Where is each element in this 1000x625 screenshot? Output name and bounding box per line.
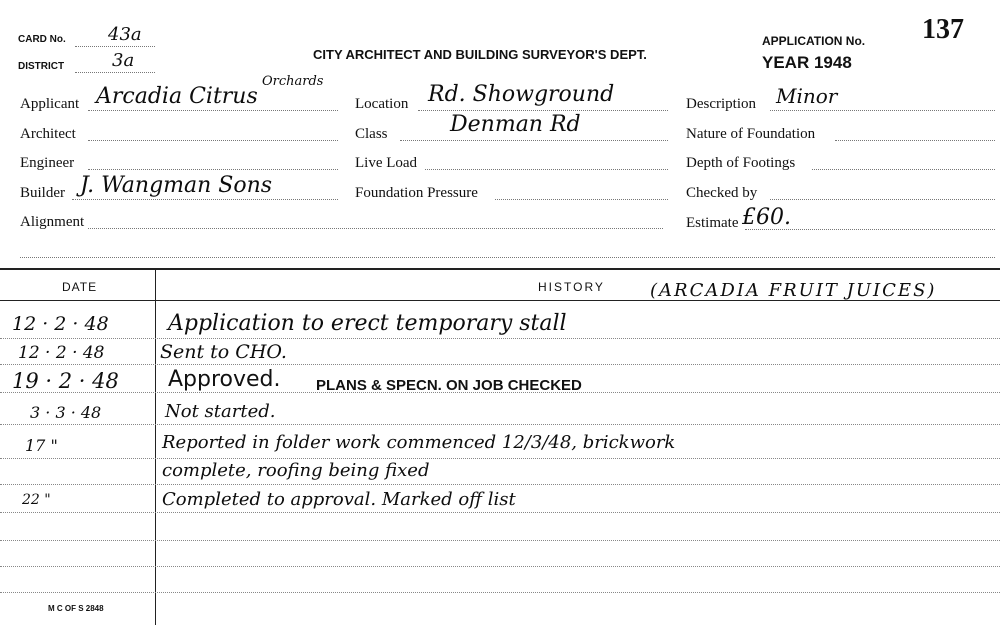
row-text: Not started. [165, 401, 276, 422]
row-text: Sent to CHO. [160, 341, 287, 363]
row-text: Reported in folder work commenced 12/3/48, brickwork [162, 432, 676, 453]
location-label: Location [355, 96, 409, 112]
row-date: 12 · 2 · 48 [18, 343, 105, 363]
nature-of-foundation-label: Nature of Foundation [686, 126, 816, 142]
description-value: Minor [776, 84, 838, 108]
year-label: YEAR 1948 [762, 53, 852, 72]
application-number: 137 [922, 14, 964, 45]
applicant-note: Orchards [262, 74, 324, 89]
dept-title: CITY ARCHITECT AND BUILDING SURVEYOR'S DEPT. [313, 47, 647, 62]
plans-checked-stamp: PLANS & SPECN. ON JOB CHECKED [316, 377, 582, 394]
district-label: DISTRICT [18, 61, 65, 72]
row-date: 12 · 2 · 48 [12, 313, 109, 335]
description-label: Description [686, 96, 756, 112]
estimate-label: Estimate [686, 215, 739, 231]
depth-of-footings-label: Depth of Footings [686, 155, 796, 171]
applicant-value: Arcadia Citrus [96, 84, 258, 109]
row-text: complete, roofing being fixed [162, 460, 430, 481]
checked-by-label: Checked by [686, 185, 758, 201]
row-text: Approved. [168, 367, 281, 392]
class-label: Class [355, 126, 388, 142]
row-date: 3 · 3 · 48 [30, 403, 102, 422]
form-code: M C OF S 2848 [48, 604, 104, 613]
location-value: Rd. Showground [428, 82, 615, 107]
history-note: (ARCADIA FRUIT JUICES) [650, 280, 937, 301]
class-value: Denman Rd [450, 112, 581, 137]
estimate-value: £60. [742, 205, 791, 230]
row-date: 19 · 2 · 48 [12, 369, 119, 393]
alignment-label: Alignment [20, 214, 85, 230]
live-load-label: Live Load [355, 155, 418, 171]
foundation-pressure-label: Foundation Pressure [355, 185, 478, 201]
builder-label: Builder [20, 185, 65, 201]
card-no-label: CARD No. [18, 34, 66, 45]
row-text: Completed to approval. Marked off list [162, 489, 516, 510]
applicant-label: Applicant [20, 96, 80, 112]
date-header: DATE [62, 280, 98, 294]
row-date: 22 " [22, 492, 51, 508]
engineer-label: Engineer [20, 155, 75, 171]
card-no-value: 43a [108, 24, 142, 45]
row-date: 17 " [25, 436, 58, 455]
application-label: APPLICATION No. [762, 34, 866, 48]
builder-value: J. Wangman Sons [80, 173, 273, 198]
row-text: Application to erect temporary stall [168, 311, 567, 336]
architect-label: Architect [20, 126, 76, 142]
column-divider [155, 270, 156, 625]
history-header: HISTORY [538, 280, 605, 294]
district-value: 3a [112, 50, 135, 71]
